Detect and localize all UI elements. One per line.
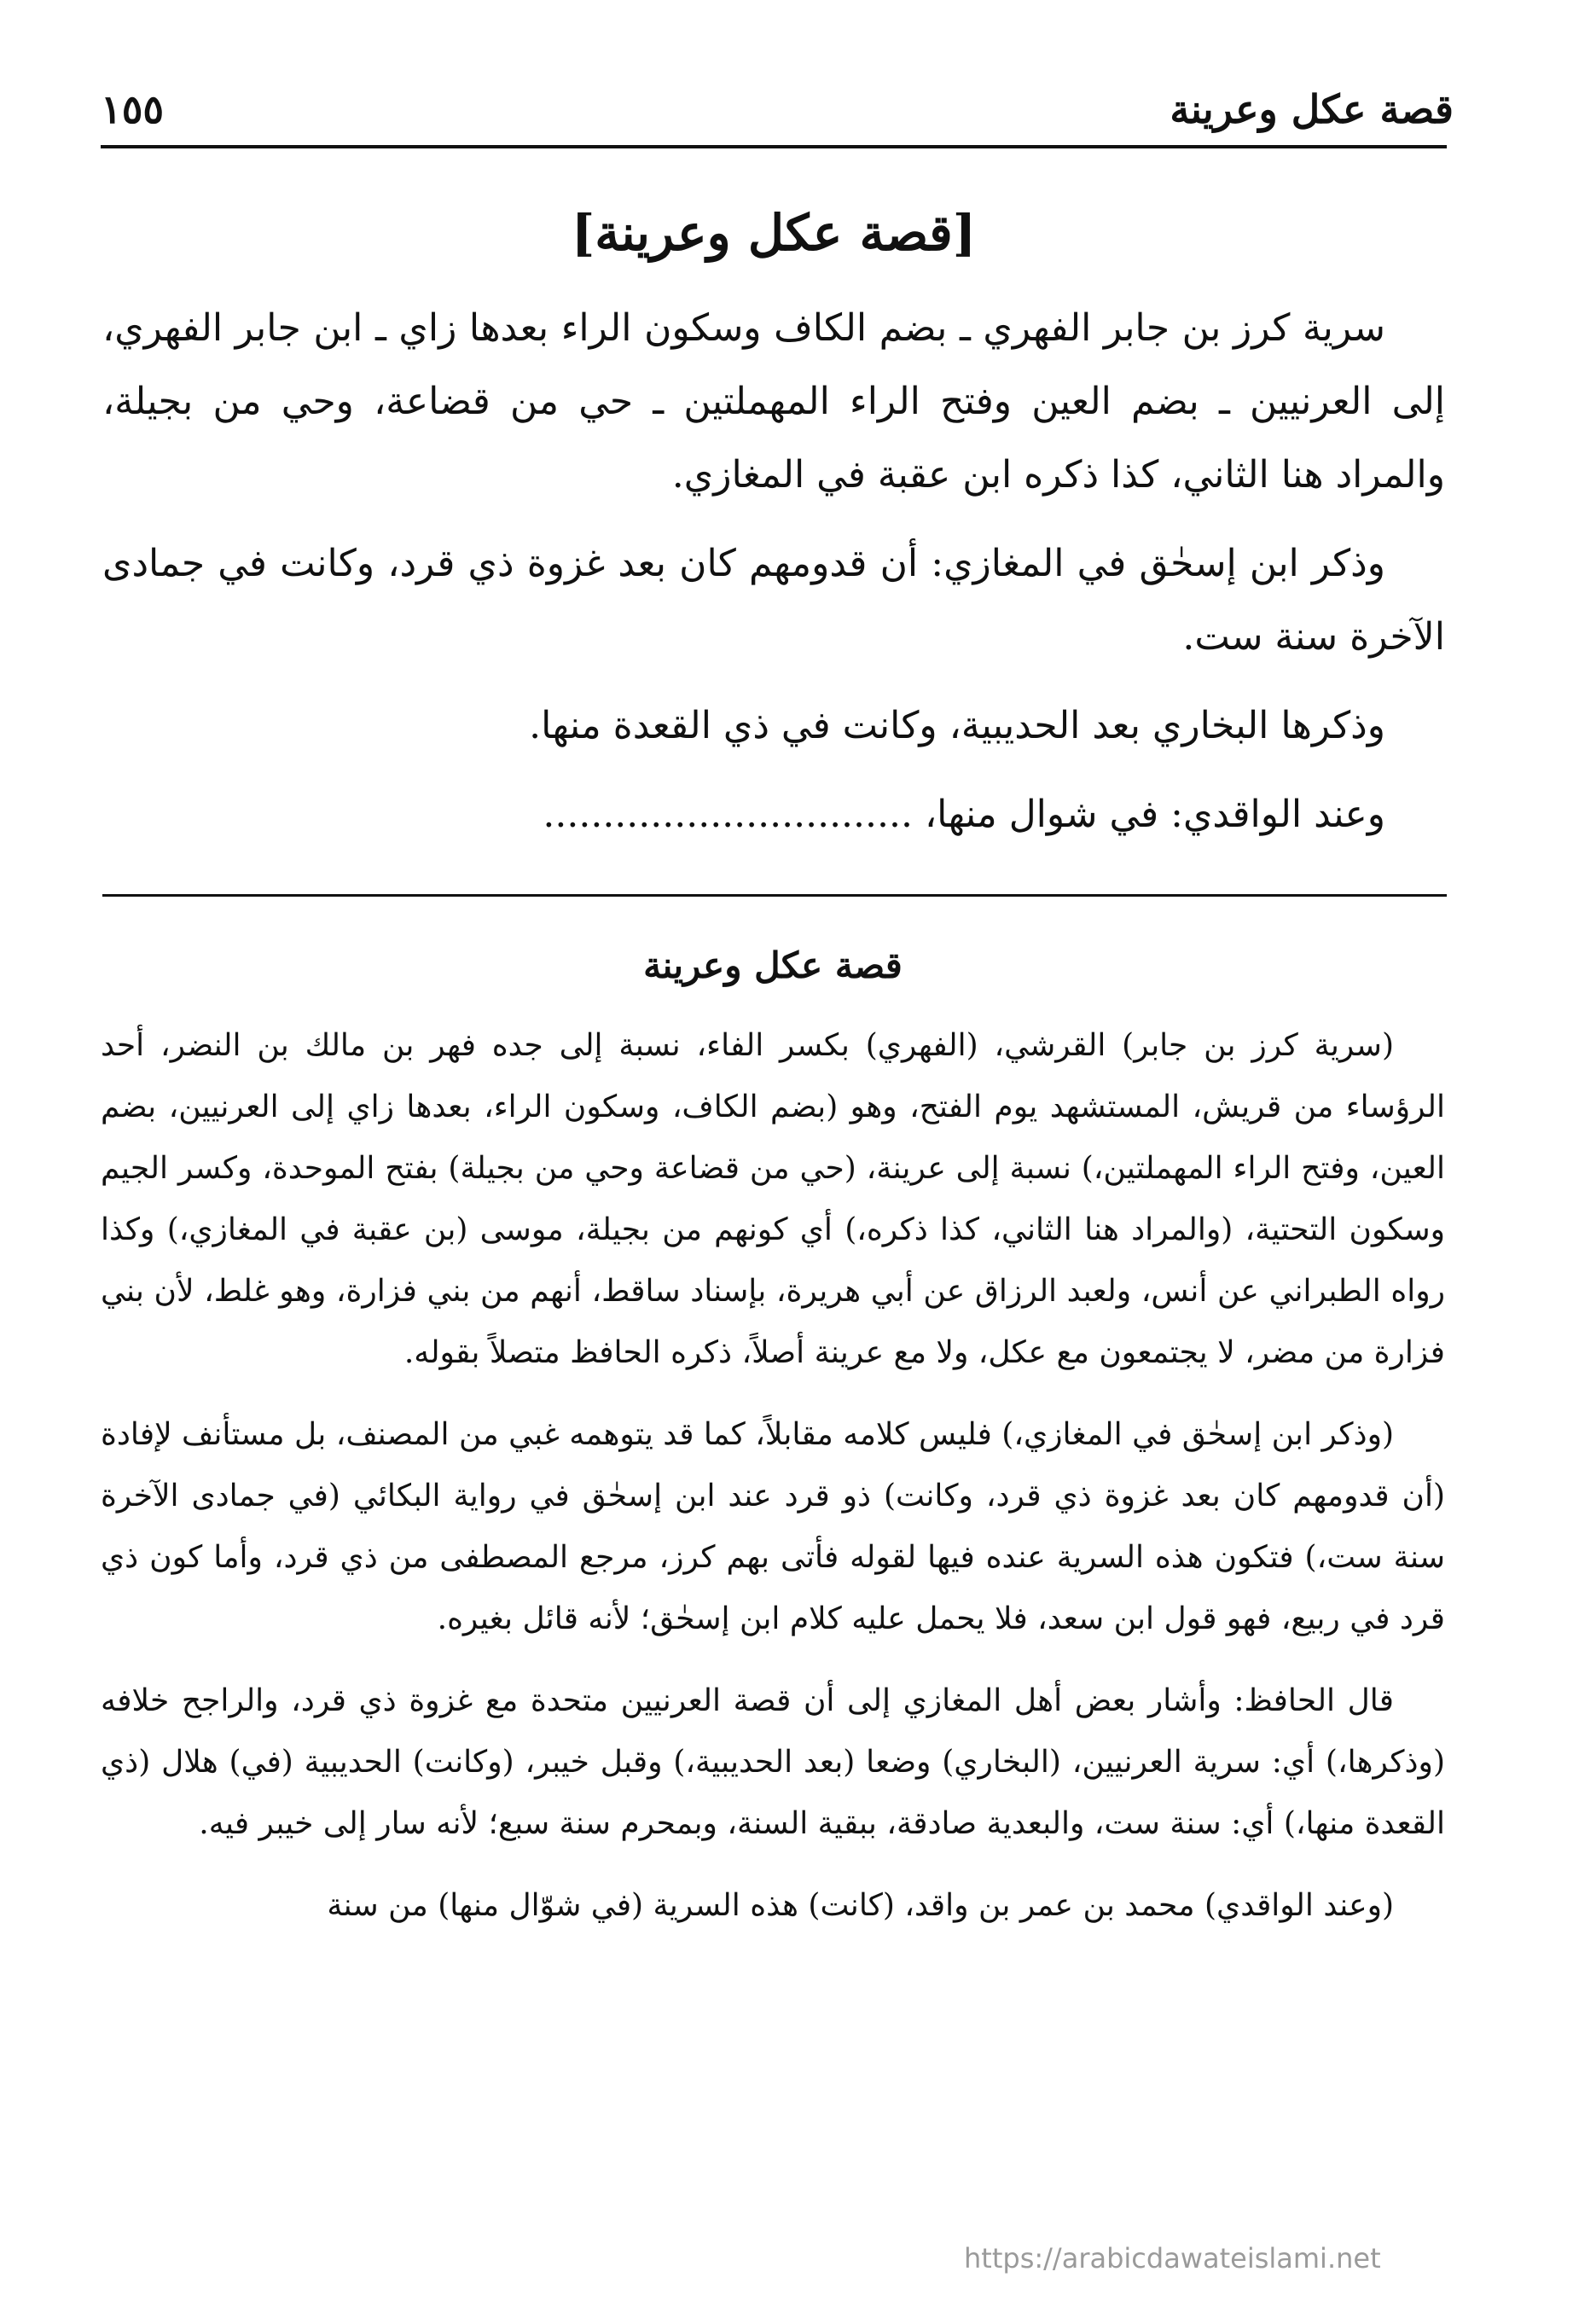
commentary <box>101 932 1445 1957</box>
header-rule <box>101 145 1447 148</box>
main-paragraph: سرية كرز بن جابر الفهري ـ بضم الكاف وسكون الراء بعدها زاي ـ ابن جابر الفهري، إلى العرنيين ـ بضم العين وفتح الراء المهملتين ـ حي من قضاعة، وحي من بجيلة، والمراد هنا الثاني، كذا ذكره ابن عقبة في المغازي. <box>102 306 1445 497</box>
continuation-dots: ............................... <box>543 793 913 836</box>
running-title: قصة عكل وعرينة <box>1170 86 1454 132</box>
watermark-url: https://arabicdawateislami.net <box>964 2242 1381 2275</box>
footnote-rule <box>102 894 1447 897</box>
commentary-title: قصة عكل وعرينة <box>643 944 903 986</box>
main-paragraph: وذكرها البخاري بعد الحديبية، وكانت في ذي القعدة منها. <box>529 704 1385 747</box>
main-paragraph-last <box>102 778 1445 851</box>
running-header <box>101 75 1454 143</box>
commentary-paragraph: (سرية كرز بن جابر) القرشي، (الفهري) بكسر الفاء، نسبة إلى جده فهر بن مالك بن النضر، أحد الرؤساء من قريش، المستشهد يوم الفتح، وهو (بضم الكاف، وسكون الراء، بعدها زاي إلى العرنيين، بضم العين، وفتح الراء المهملتين،) نسبة إلى عرينة، (حي من قضاعة وحي من بجيلة) بفتح الموحدة، وكسر الجيم وسكون التحتية، (والمراد هنا الثاني، كذا ذكره،) أي كونهم من بجيلة، موسى (بن عقبة في المغازي،) وكذا رواه الطبراني عن أنس، ولعبد الرزاق عن أبي هريرة، بإسناد ساقط، أنهم من بني فزارة، وهو غلط، لأن بني فزارة من مضر، لا يجتمعون مع عكل، ولا مع عرينة أصلاً، ذكره الحافظ متصلاً بقوله. <box>101 1028 1445 1370</box>
main-text <box>102 186 1445 867</box>
commentary-paragraph: (وعند الواقدي) محمد بن عمر بن واقد، (كانت) هذه السرية (في شوّال منها) من سنة <box>327 1888 1394 1923</box>
section-title: [قصة عكل وعرينة] <box>571 204 977 262</box>
commentary-paragraph: قال الحافظ: وأشار بعض أهل المغازي إلى أن قصة العرنيين متحدة مع غزوة ذي قرد، والراجح خلافه (وذكرها،) أي: سرية العرنيين، (البخاري) وضعا (بعد الحديبية،) وقبل خيبر، (وكانت) الحديبية (في) هلال (ذي القعدة منها،) أي: سنة ست، والبعدية صادقة، ببقية السنة، وبمحرم سنة سبع؛ لأنه سار إلى خيبر فيه. <box>101 1683 1445 1841</box>
main-paragraph: وذكر ابن إسحٰق في المغازي: أن قدومهم كان بعد غزوة ذي قرد، وكانت في جمادى الآخرة سنة ست. <box>102 542 1445 659</box>
main-paragraph-text: وعند الواقدي: في شوال منها، <box>924 793 1385 836</box>
commentary-paragraph: (وذكر ابن إسحٰق في المغازي،) فليس كلامه مقابلاً، كما قد يتوهمه غبي من المصنف، بل مستأنف لإفادة (أن قدومهم كان بعد غزوة ذي قرد، وكانت) ذو قرد عند ابن إسحٰق في رواية البكائي (في جمادى الآخرة سنة ست،) فتكون هذه السرية عنده فيها لقوله فأتى بهم كرز، مرجع المصطفى من ذي قرد، وأما كون ذي قرد في ربيع، فهو قول ابن سعد، فلا يحمل عليه كلام ابن إسحٰق؛ لأنه قائل بغيره. <box>101 1417 1445 1636</box>
page-number: ١٥٥ <box>101 86 165 132</box>
